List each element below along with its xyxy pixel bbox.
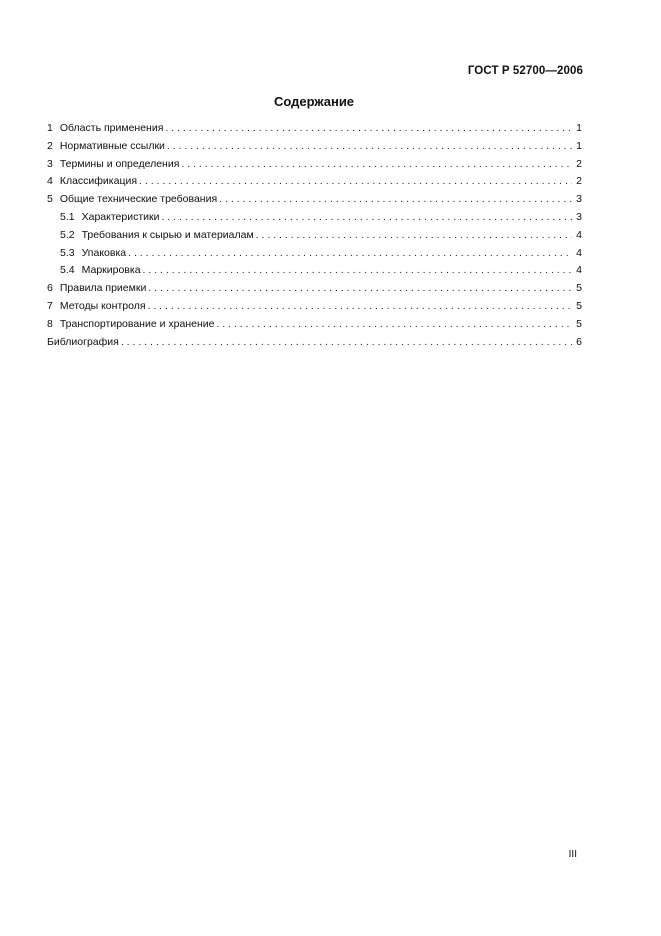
toc-entry-number: 7 — [47, 299, 53, 312]
toc-entry[interactable] — [47, 120, 582, 138]
toc-entry-number: 5.1 — [60, 210, 75, 223]
toc-dot-leader — [143, 262, 572, 280]
toc-dot-leader — [181, 156, 572, 174]
toc-entry-number: 5.4 — [60, 264, 75, 277]
toc-dot-leader — [219, 191, 572, 209]
page-number: III — [568, 849, 577, 860]
toc-entry[interactable] — [47, 173, 582, 191]
toc-entry-page: 6 — [576, 335, 582, 348]
toc-entry-label: Транспортирование и хранение — [59, 317, 215, 330]
toc-entry-page: 3 — [576, 210, 582, 223]
toc-entry-label: Правила приемки — [59, 282, 147, 295]
toc-dot-leader — [148, 298, 572, 316]
toc-entry-number: 5.2 — [60, 228, 75, 241]
toc-entry-label: Общие технические требования — [59, 193, 218, 206]
toc-entry-label: Библиография — [47, 335, 119, 348]
toc-entry-label: Область применения — [59, 122, 164, 134]
toc-subentry[interactable] — [47, 227, 582, 245]
toc-entry-page: 3 — [576, 193, 582, 206]
toc-entry-label: Требования к сырью и материалам — [81, 228, 254, 241]
toc-entry-label: Упаковка — [81, 246, 127, 259]
toc-entry-page: 5 — [576, 299, 582, 312]
toc-subentry[interactable] — [47, 245, 582, 263]
toc-entry-label: Термины и определения — [59, 157, 180, 170]
toc-entry[interactable] — [47, 316, 582, 334]
toc-entry-page: 5 — [576, 282, 582, 295]
toc-dot-leader — [165, 120, 572, 138]
toc-entry-number: 5.3 — [60, 246, 75, 259]
toc-dot-leader — [139, 173, 572, 191]
toc-subentry[interactable] — [47, 209, 582, 227]
toc-entry[interactable] — [47, 280, 582, 298]
toc-title: Содержание — [273, 94, 355, 109]
toc-entry-page: 4 — [576, 246, 582, 259]
toc-entry-number: 3 — [47, 157, 53, 170]
toc-dot-leader — [121, 334, 572, 352]
toc-entry-label: Характеристики — [81, 210, 160, 223]
toc-entry[interactable] — [47, 191, 582, 209]
toc-dot-leader — [256, 227, 572, 245]
toc-entry-page: 5 — [576, 317, 582, 330]
toc-dot-leader — [216, 316, 572, 334]
toc-entry-number: 6 — [47, 282, 53, 295]
toc-entry-page: 4 — [576, 228, 582, 241]
toc-entry-page: 2 — [576, 175, 582, 188]
toc-entry[interactable] — [47, 298, 582, 316]
toc-dot-leader — [148, 280, 572, 298]
toc-entry-page: 1 — [576, 139, 582, 152]
toc-entry-label: Классификация — [59, 175, 138, 188]
toc-entry-page: 4 — [576, 264, 582, 277]
toc-entry-bibliography[interactable] — [47, 334, 582, 352]
toc-entry-label: Нормативные ссылки — [59, 139, 165, 152]
toc-entry-number: 1 — [47, 122, 53, 134]
toc-entry-number: 4 — [47, 175, 53, 188]
toc-entry-number: 2 — [47, 139, 53, 152]
toc-dot-leader — [128, 245, 572, 263]
toc-entry-label: Методы контроля — [59, 299, 146, 312]
toc-dot-leader — [167, 138, 572, 156]
toc-entry[interactable] — [47, 138, 582, 156]
toc-entry-page: 1 — [576, 122, 582, 134]
toc-entry-number: 8 — [47, 317, 53, 330]
toc-entry-page: 2 — [576, 157, 582, 170]
toc-entry[interactable] — [47, 156, 582, 174]
toc-entry-number: 5 — [47, 193, 53, 206]
toc-entry-label: Маркировка — [81, 264, 141, 277]
toc-dot-leader — [161, 209, 572, 227]
document-code: ГОСТ Р 52700—2006 — [467, 65, 583, 77]
table-of-contents — [47, 120, 582, 351]
toc-subentry[interactable] — [47, 262, 582, 280]
